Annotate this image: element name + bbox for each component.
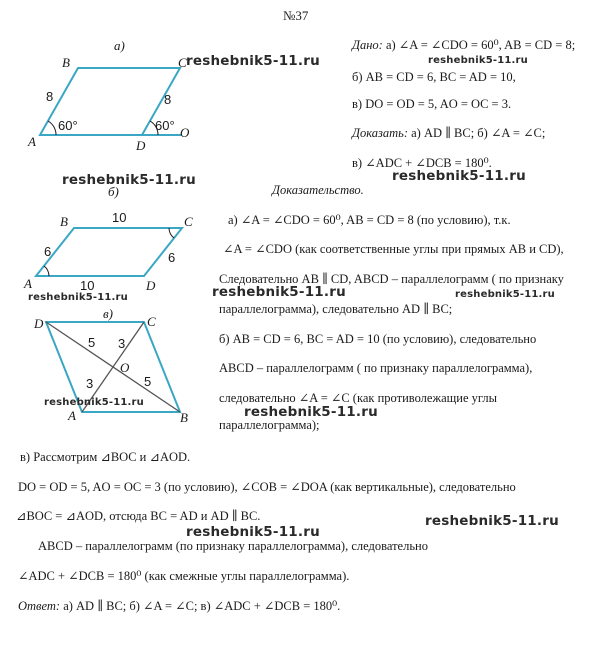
given-a-text: а) ∠A = ∠CDO = 60⁰, AB = CD = 8; — [382, 38, 576, 52]
given-label: Дано: — [352, 38, 383, 52]
figure-b-angle-c-arc — [169, 228, 174, 238]
watermark: reshebnik5-11.ru — [186, 53, 320, 69]
proof-a-line-1: а) ∠A = ∠CDO = 60⁰, AB = CD = 8 (по условию), т.к. — [228, 213, 511, 227]
proof-b-line-1: б) AB = CD = 6, BC = AD = 10 (по условию), следовательно — [219, 332, 537, 346]
given-line-v: в) DO = OD = 5, AO = OC = 3. — [352, 97, 512, 111]
figure-a-vertex-o: O — [180, 125, 190, 140]
proof-heading: Доказательство. — [272, 183, 364, 197]
answer-line — [18, 599, 340, 614]
figure-a-angle-a-arc — [48, 121, 56, 135]
answer-label: Ответ: — [18, 599, 61, 613]
watermark: reshebnik5-11.ru — [62, 172, 196, 188]
figure-b-label: б) — [108, 184, 119, 199]
figure-a-vertex-d: D — [136, 138, 146, 153]
figure-a-vertex-c: C — [178, 55, 187, 70]
figure-a-label: а) — [114, 38, 125, 53]
figure-v-seg-ob: 5 — [144, 374, 152, 389]
figure-v-label: в) — [103, 306, 113, 321]
figure-v-vertex-b: B — [180, 410, 188, 425]
figure-a-angle-cdo: 60° — [155, 118, 175, 133]
figure-b-vertex-c: C — [184, 214, 193, 229]
figure-b-side-bc: 10 — [112, 210, 127, 225]
prove-line-2: в) ∠ADC + ∠DCB = 180⁰. — [352, 156, 492, 170]
given-line-b: б) AB = CD = 6, BC = AD = 10, — [352, 70, 516, 84]
figure-v-seg-oc: 3 — [118, 336, 126, 351]
watermark: reshebnik5-11.ru — [212, 284, 346, 300]
problem-number: №37 — [283, 8, 309, 23]
figure-a — [27, 38, 190, 153]
figure-b-vertex-b: B — [60, 214, 68, 229]
proof-a-line-4: параллелограмма), следовательно AD ∥ BC; — [219, 302, 453, 316]
watermark: reshebnik5-11.ru — [244, 404, 378, 420]
watermark: reshebnik5-11.ru — [455, 289, 555, 300]
proof-b-line-3: следовательно ∠A = ∠C (как противолежащие углы — [219, 391, 498, 405]
proof-a-line-2: ∠A = ∠CDO (как соответственные углы при прямых AB и CD), — [223, 242, 564, 256]
figure-b-vertex-d: D — [146, 278, 156, 293]
prove-label: Доказать: — [352, 126, 408, 140]
proof-v-line-2: DO = OD = 5, AO = OC = 3 (по условию), ∠COB = ∠DOA (как вертикальные), следовательно — [18, 480, 516, 494]
proof-v-line-1: в) Рассмотрим ⊿BOC и ⊿AOD. — [20, 450, 191, 464]
figure-a-side-ab: 8 — [46, 89, 54, 104]
figure-v-seg-do: 5 — [88, 335, 96, 350]
figure-a-side-cd: 8 — [164, 92, 172, 107]
prove-line-1 — [352, 126, 545, 141]
figure-b-side-cd: 6 — [168, 250, 176, 265]
figure-b-vertex-a: A — [24, 276, 32, 291]
watermark: reshebnik5-11.ru — [425, 513, 559, 529]
figure-b-parallelogram — [36, 228, 182, 276]
watermark: reshebnik5-11.ru — [28, 292, 128, 303]
figure-b-angle-a-arc — [44, 266, 49, 276]
answer-text: а) AD ∥ BC; б) ∠A = ∠C; в) ∠ADC + ∠DCB = 180⁰. — [60, 599, 341, 613]
proof-v-line-4: ABCD – параллелограмм (по признаку параллелограмма), следовательно — [38, 539, 428, 553]
proof-b-line-2: ABCD – параллелограмм ( по признаку параллелограмма), — [219, 361, 533, 375]
figure-a-vertex-b: B — [62, 55, 70, 70]
proof-b-line-4: параллелограмма); — [219, 418, 320, 432]
figure-b-side-ab: 6 — [44, 244, 52, 259]
prove-1-text: а) AD ∥ BC; б) ∠A = ∠C; — [408, 126, 546, 140]
proof-a-line-3: Следовательно AB ∥ CD, ABCD – параллелограмм ( по признаку — [219, 272, 564, 286]
proof-v-line-3: ⊿BOC = ⊿AOD, отсюда BC = AD и AD ∥ BC. — [16, 509, 261, 523]
given-line-a — [352, 38, 575, 53]
watermark: reshebnik5-11.ru — [392, 168, 526, 184]
figure-v-vertex-c: C — [147, 314, 156, 329]
proof-v-line-5: ∠ADC + ∠DCB = 180⁰ (как смежные углы параллелограмма). — [18, 569, 350, 583]
watermark: reshebnik5-11.ru — [44, 397, 144, 408]
figure-v-vertex-d: D — [34, 316, 44, 331]
figure-a-vertex-a: A — [28, 134, 36, 149]
figure-v-seg-ao: 3 — [86, 376, 94, 391]
figure-v-vertex-o: O — [120, 360, 130, 375]
watermark: reshebnik5-11.ru — [428, 55, 528, 66]
figure-b-side-ad: 10 — [80, 278, 95, 293]
figure-b — [23, 184, 193, 293]
watermark: reshebnik5-11.ru — [186, 524, 320, 540]
figure-v-vertex-a: A — [68, 408, 76, 423]
figure-a-angle-a: 60° — [58, 118, 78, 133]
